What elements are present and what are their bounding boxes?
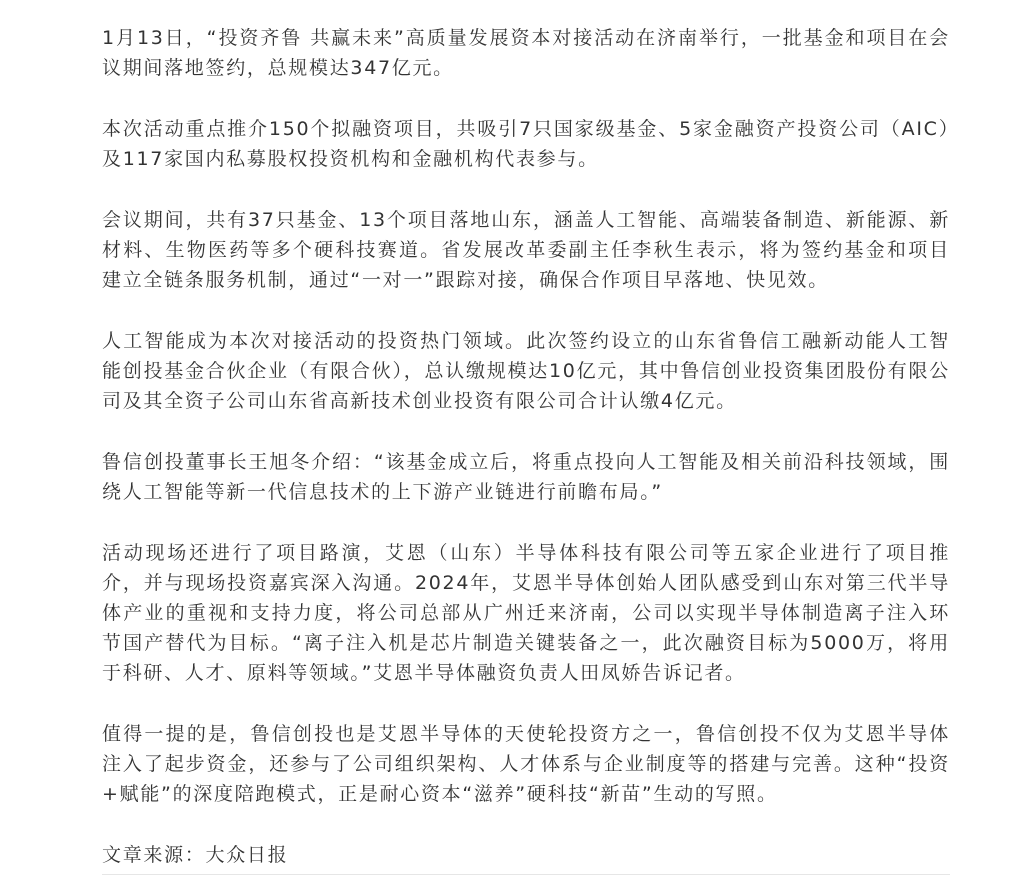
paragraph-4: 人工智能成为本次对接活动的投资热门领域。此次签约设立的山东省鲁信工融新动能人工智能创投基金合伙企业（有限合伙），总认缴规模达10亿元，其中鲁信创业投资集团股份有限公司及其全资子公司山东省高新技术创业投资有限公司合计认缴4亿元。: [102, 330, 950, 412]
divider: [102, 874, 950, 875]
article-body: [102, 23, 950, 875]
paragraph-1: 1月13日，“投资齐鲁 共赢未来”高质量发展资本对接活动在济南举行，一批基金和项目在会议期间落地签约，总规模达347亿元。: [102, 27, 950, 79]
paragraph-7: 值得一提的是，鲁信创投也是艾恩半导体的天使轮投资方之一，鲁信创投不仅为艾恩半导体注入了起步资金，还参与了公司组织架构、人才体系与企业制度等的搭建与完善。这种“投资+赋能”的深度陪跑模式，正是耐心资本“滋养”硬科技“新苗”生动的写照。: [102, 723, 950, 805]
paragraph-6: 活动现场还进行了项目路演，艾恩（山东）半导体科技有限公司等五家企业进行了项目推介，并与现场投资嘉宾深入沟通。2024年，艾恩半导体创始人团队感受到山东对第三代半导体产业的重视和支持力度，将公司总部从广州迁来济南，公司以实现半导体制造离子注入环节国产替代为目标。“离子注入机是芯片制造关键装备之一，此次融资目标为5000万，将用于科研、人才、原料等领域。”艾恩半导体融资负责人田凤娇告诉记者。: [102, 542, 950, 684]
paragraph-5: 鲁信创投董事长王旭冬介绍：“该基金成立后，将重点投向人工智能及相关前沿科技领域，围绕人工智能等新一代信息技术的上下游产业链进行前瞻布局。”: [102, 451, 950, 503]
paragraph-2: 本次活动重点推介150个拟融资项目，共吸引7只国家级基金、5家金融资产投资公司（AIC）及117家国内私募股权投资机构和金融机构代表参与。: [102, 118, 950, 170]
paragraph-3: 会议期间，共有37只基金、13个项目落地山东，涵盖人工智能、高端装备制造、新能源、新材料、生物医药等多个硬科技赛道。省发展改革委副主任李秋生表示，将为签约基金和项目建立全链条服务机制，通过“一对一”跟踪对接，确保合作项目早落地、快见效。: [102, 209, 950, 291]
article-source: 文章来源：大众日报: [102, 844, 289, 866]
